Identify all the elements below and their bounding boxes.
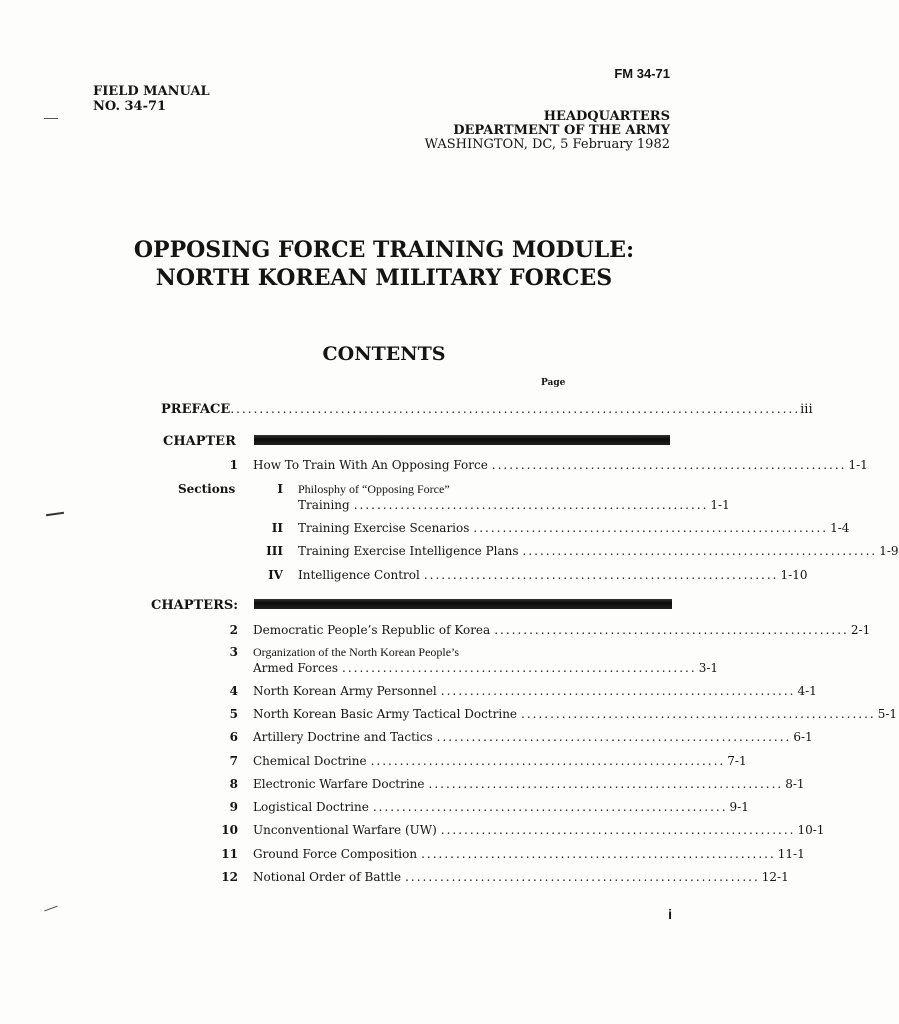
section-title: Training Exercise Intelligence Plans <box>298 544 519 558</box>
section-page: 1-9 <box>879 544 899 558</box>
dot-leader: ............................................................. <box>473 521 829 535</box>
dot-leader: .................................................................................................. <box>230 402 801 416</box>
chapter-label: CHAPTER <box>163 434 236 449</box>
chapter-entry[interactable] <box>253 458 868 472</box>
dot-leader: ............................................................. <box>428 777 784 791</box>
chapter-number: 9 <box>229 800 238 814</box>
manual-id <box>93 84 210 114</box>
section-page: 1-4 <box>830 521 850 535</box>
dot-leader: ............................................................. <box>353 498 709 512</box>
dot-leader: ............................................................. <box>372 800 728 814</box>
chapter-number: 7 <box>229 754 238 768</box>
section-title: Training <box>298 498 350 512</box>
chapter-title: Democratic People’s Republic of Korea <box>253 623 491 637</box>
section-entry[interactable] <box>298 498 730 512</box>
manual-number: NO. 34-71 <box>93 99 167 114</box>
dot-leader: ............................................................. <box>342 661 697 675</box>
section-page: 1-1 <box>710 498 730 512</box>
dot-leader: ............................................................. <box>421 847 776 861</box>
scan-mark <box>44 906 57 912</box>
section-entry[interactable] <box>298 521 850 535</box>
chapter-number: 8 <box>229 777 238 791</box>
chapter-page: 12-1 <box>761 870 789 884</box>
hq-line3: WASHINGTON, DC, 5 February 1982 <box>424 137 670 152</box>
chapter-number: 2 <box>229 623 238 637</box>
section-page: 1-10 <box>780 568 808 582</box>
chapter-page: 5-1 <box>877 707 898 721</box>
contents-heading: CONTENTS <box>322 343 446 365</box>
chapter-title: Notional Order of Battle <box>253 870 402 884</box>
dot-leader: ............................................................. <box>491 458 847 472</box>
chapter-number: 10 <box>221 823 238 837</box>
chapter-entry[interactable] <box>253 777 805 791</box>
chapter-entry[interactable] <box>253 730 813 744</box>
chapter-page: 10-1 <box>797 823 825 837</box>
section-number: IV <box>268 568 283 582</box>
chapter-title: Armed Forces <box>253 661 338 675</box>
chapter-title: Artillery Doctrine and Tactics <box>253 730 433 744</box>
sections-label: Sections <box>178 482 236 496</box>
chapter-page: 11-1 <box>777 847 805 861</box>
chapter-number: 11 <box>221 847 238 861</box>
section-entry[interactable] <box>298 568 808 582</box>
dot-leader: ............................................................. <box>440 823 796 837</box>
hq-line1: HEADQUARTERS <box>543 109 670 124</box>
dot-leader: ............................................................. <box>370 754 726 768</box>
field-manual-label: FIELD MANUAL <box>93 84 210 99</box>
dot-leader: ............................................................. <box>440 684 796 698</box>
chapter-title: Chemical Doctrine <box>253 754 367 768</box>
dot-leader: ............................................................. <box>521 707 876 721</box>
chapter-title: Unconventional Warfare (UW) <box>253 823 437 837</box>
preface-page: iii <box>800 402 813 417</box>
preface-entry[interactable] <box>161 402 813 417</box>
chapter-entry[interactable] <box>253 684 817 698</box>
dot-leader: ............................................................. <box>436 730 792 744</box>
hq-line2: DEPARTMENT OF THE ARMY <box>453 123 670 138</box>
chapter-title: Ground Force Composition <box>253 847 418 861</box>
chapter-title: North Korean Basic Army Tactical Doctrine <box>253 707 518 721</box>
chapter-entry[interactable] <box>253 623 871 637</box>
fm-number: FM 34-71 <box>614 66 670 81</box>
chapter-title: Logistical Doctrine <box>253 800 369 814</box>
page-column-header: Page <box>541 378 566 388</box>
chapter-number: 3 <box>229 645 238 659</box>
document-title <box>0 236 768 292</box>
chapter-entry[interactable] <box>253 754 747 768</box>
section-number: III <box>266 544 283 558</box>
chapter-page: 1-1 <box>848 458 868 472</box>
chapter-number: 12 <box>221 870 238 884</box>
preface-label: PREFACE <box>161 402 231 417</box>
section-title: Intelligence Control <box>298 568 420 582</box>
chapter-page: 6-1 <box>793 730 813 744</box>
section-title: Training Exercise Scenarios <box>298 521 470 535</box>
chapter-entry[interactable] <box>253 800 749 814</box>
page-number: i <box>668 906 672 922</box>
chapter-divider-bar <box>254 435 670 445</box>
chapter-number: 5 <box>229 707 238 721</box>
chapters-divider-bar <box>254 599 672 609</box>
section-entry[interactable] <box>298 544 899 558</box>
dot-leader: ............................................................. <box>405 870 760 884</box>
chapter-page: 7-1 <box>727 754 747 768</box>
chapter-entry[interactable] <box>253 661 719 675</box>
dot-leader: ............................................................. <box>423 568 779 582</box>
chapters-label: CHAPTERS: <box>151 598 239 613</box>
title-line1: OPPOSING FORCE TRAINING MODULE: <box>133 237 635 263</box>
chapter-number: 1 <box>229 458 238 472</box>
dot-leader: ............................................................. <box>522 544 878 558</box>
section-title-line1: Philosphy of “Opposing Force” <box>298 482 450 496</box>
chapter-entry[interactable] <box>253 870 789 884</box>
chapter-page: 4-1 <box>797 684 817 698</box>
dot-leader: ............................................................. <box>494 623 849 637</box>
headquarters-block <box>425 110 670 152</box>
chapter-number: 6 <box>229 730 238 744</box>
chapter-title: How To Train With An Opposing Force <box>253 458 488 472</box>
chapter-page: 9-1 <box>729 800 749 814</box>
chapter-entry[interactable] <box>253 823 825 837</box>
chapter-page: 2-1 <box>850 623 871 637</box>
chapter-page: 8-1 <box>785 777 805 791</box>
chapter-title: North Korean Army Personnel <box>253 684 437 698</box>
chapter-title: Electronic Warfare Doctrine <box>253 777 425 791</box>
section-number: II <box>271 521 283 535</box>
title-line2: NORTH KOREAN MILITARY FORCES <box>155 265 613 291</box>
chapter-number: 4 <box>229 684 238 698</box>
chapter-page: 3-1 <box>698 661 719 675</box>
chapter-title-line1: Organization of the North Korean People’s <box>253 645 460 659</box>
chapter-entry[interactable] <box>253 847 805 861</box>
section-number: I <box>277 482 283 496</box>
chapter-entry[interactable] <box>253 707 898 721</box>
scan-mark <box>46 512 64 516</box>
scan-mark <box>44 118 58 119</box>
